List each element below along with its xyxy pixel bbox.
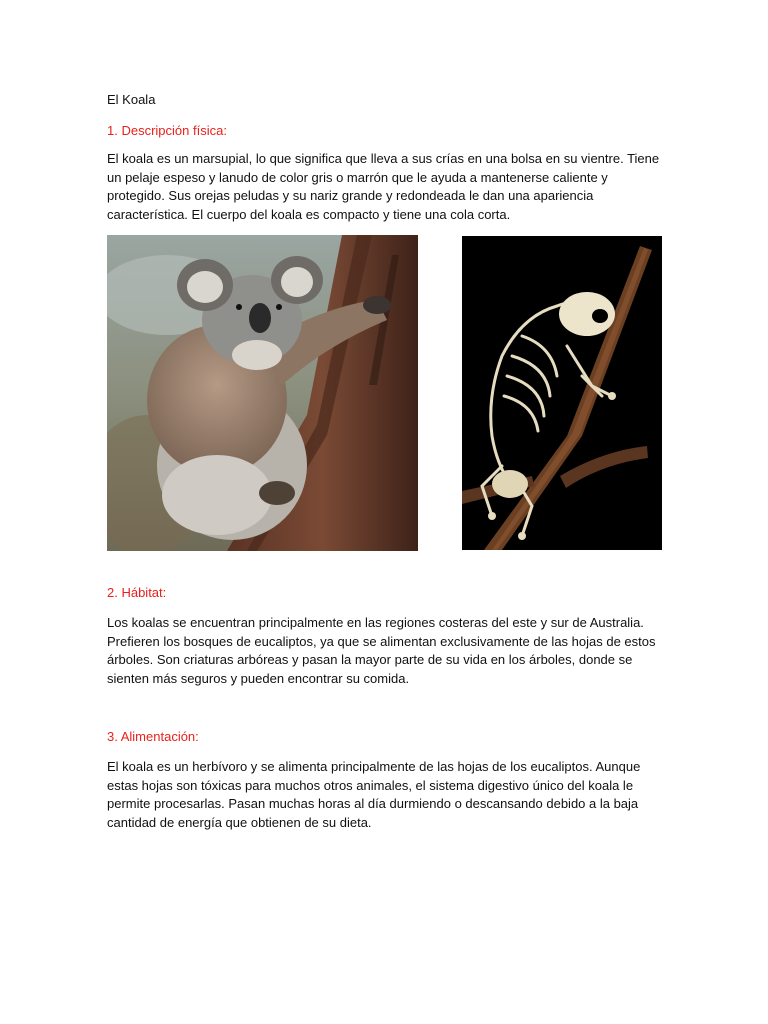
section-text-diet: El koala es un herbívoro y se alimenta principalmente de las hojas de los eucaliptos. Aunque estas hojas son tóxicas para muchos otros animales, el sistema digestivo único del koala le permite procesarlas. Pasan muchas horas al día durmiendo o descansando debido a la baja cantidad de energía que obtienen de su dieta.: [107, 759, 641, 831]
koala-skeleton-photo: [462, 236, 662, 550]
section-heading-diet: 3. Alimentación:: [107, 729, 199, 744]
koala-photo: [107, 235, 418, 551]
section-text-habitat: Los koalas se encuentran principalmente en las regiones costeras del este y sur de Australia. Prefieren los bosques de eucaliptos, ya que se alimentan exclusivamente de las hojas de estos árboles. Son criaturas arbóreas y pasan la mayor parte de su vida en los árboles, donde se sienten más seguros y pueden encontrar su comida.: [107, 615, 656, 687]
section-heading-habitat: 2. Hábitat:: [107, 585, 167, 600]
section-heading-description: 1. Descripción física:: [107, 123, 227, 138]
section-text-description: El koala es un marsupial, lo que significa que lleva a sus crías en una bolsa en su vientre. Tiene un pelaje espeso y lanudo de color gris o marrón que le ayuda a mantenerse caliente y protegido. Sus orejas peludas y su nariz grande y redondeada le dan una apariencia característica. El cuerpo del koala es compacto y tiene una cola corta.: [107, 151, 660, 223]
document-title: El Koala: [107, 92, 156, 107]
